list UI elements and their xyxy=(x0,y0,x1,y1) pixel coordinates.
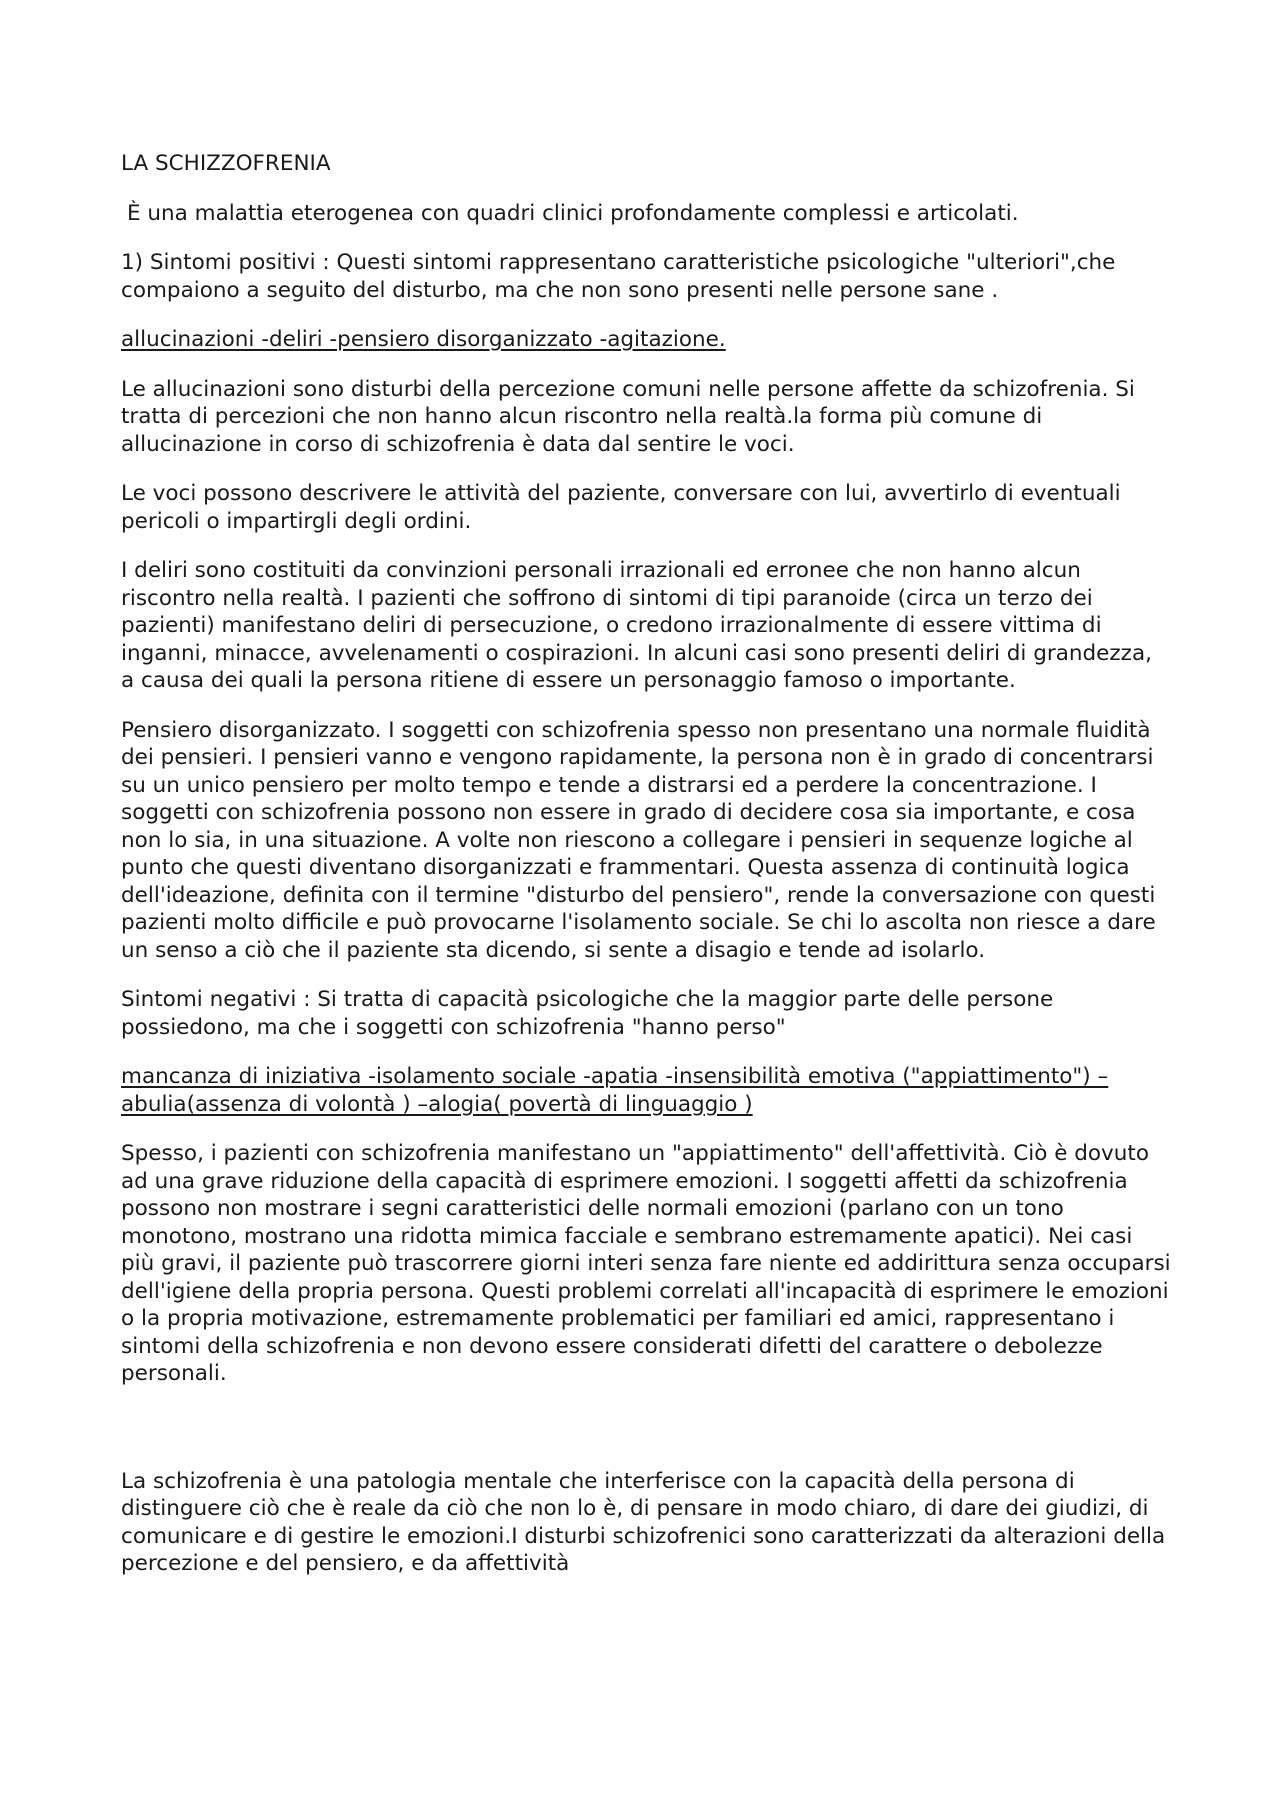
negative-symptoms-heading: Sintomi negativi : Si tratta di capacità psicologiche che la maggior parte delle persone possiedono, ma che i soggetti con schizofrenia "hanno perso" xyxy=(121,987,1054,1040)
flattening-paragraph: Spesso, i pazienti con schizofrenia manifestano un "appiattimento" dell'affettività. Ciò è dovuto ad una grave riduzione della capacità di esprimere emozioni. I soggetti affetti da schizofrenia possono non mostrare i segni caratteristici delle normali emozioni (parlano con un tono monotono, mostrano una ridotta mimica facciale e sembrano estremamente apatici). Nei casi più gravi, il paziente può trascorrere giorni interi senza fare niente ed addirittura senza occuparsi dell'igiene della propria persona. Questi problemi correlati all'incapacità di esprimere le emozioni o la propria motivazione, estremamente problematici per familiari ed amici, rappresentano i sintomi della schizofrenia e non devono essere considerati difetti del carattere o debolezze personali. xyxy=(121,1141,1171,1386)
conclusion-paragraph: La schizofrenia è una patologia mentale che interferisce con la capacità della persona di distinguere ciò che è reale da ciò che non lo è, di pensare in modo chiaro, di dare dei giudizi, di comunicare e di gestire le emozioni.I disturbi schizofrenici sono caratterizzati da alterazioni della percezione e del pensiero, e da affettività xyxy=(121,1468,1166,1576)
document-title: LA SCHIZZOFRENIA xyxy=(121,151,331,176)
hallucinations-paragraph: Le allucinazioni sono disturbi della percezione comuni nelle persone affette da schizofrenia. Si tratta di percezioni che non hanno alcun riscontro nella realtà.la forma più comune di allucinazione in corso di schizofrenia è data dal sentire le voci. xyxy=(121,376,1135,457)
disorganized-thought-paragraph: Pensiero disorganizzato. I soggetti con schizofrenia spesso non presentano una normale fluidità dei pensieri. I pensieri vanno e vengono rapidamente, la persona non è in grado di concentrarsi su un unico pensiero per molto tempo e tende a distrarsi ed a perdere la concentrazione. I soggetti con schizofrenia possono non essere in grado di decidere cosa sia importante, e cosa non lo sia, in una situazione. A volte non riescono a collegare i pensieri in sequenze logiche al punto che questi diventano disorganizzati e frammentari. Questa assenza di continuità logica dell'ideazione, definita con il termine "disturbo del pensiero", rende la conversazione con questi pazienti molto difficile e può provocarne l'isolamento sociale. Se chi lo ascolta non riesce a dare un senso a ciò che il paziente sta dicendo, si sente a disagio e tende ad isolarlo. xyxy=(121,717,1156,963)
positive-symptoms-list: allucinazioni -deliri -pensiero disorganizzato -agitazione. xyxy=(121,327,726,352)
paragraph-spacer xyxy=(121,1410,1171,1468)
delusions-paragraph: I deliri sono costituiti da convinzioni personali irrazionali ed erronee che non hanno alcun riscontro nella realtà. I pazienti che soffrono di sintomi di tipi paranoide (circa un terzo dei pazienti) manifestano deliri di persecuzione, o credono irrazionalmente di essere vittima di inganni, minacce, avvelenamenti o cospirazioni. In alcuni casi sono presenti deliri di grandezza, a causa dei quali la persona ritiene di essere un personaggio famoso o importante. xyxy=(121,558,1152,693)
document-body xyxy=(121,150,1171,1600)
negative-symptoms-list: mancanza di iniziativa -isolamento sociale -apatia -insensibilità emotiva ("appiattimento") – abulia(assenza di volontà ) –alogia( povertà di linguaggio ) xyxy=(121,1064,1109,1117)
intro-paragraph: È una malattia eterogenea con quadri clinici profondamente complessi e articolati. xyxy=(127,200,1019,226)
voices-paragraph: Le voci possono descrivere le attività del paziente, conversare con lui, avvertirlo di eventuali pericoli o impartirgli degli ordini. xyxy=(121,481,1121,534)
positive-symptoms-heading: 1) Sintomi positivi : Questi sintomi rappresentano caratteristiche psicologiche "ulteriori",che compaiono a seguito del disturbo, ma che non sono presenti nelle persone sane . xyxy=(121,250,1116,303)
